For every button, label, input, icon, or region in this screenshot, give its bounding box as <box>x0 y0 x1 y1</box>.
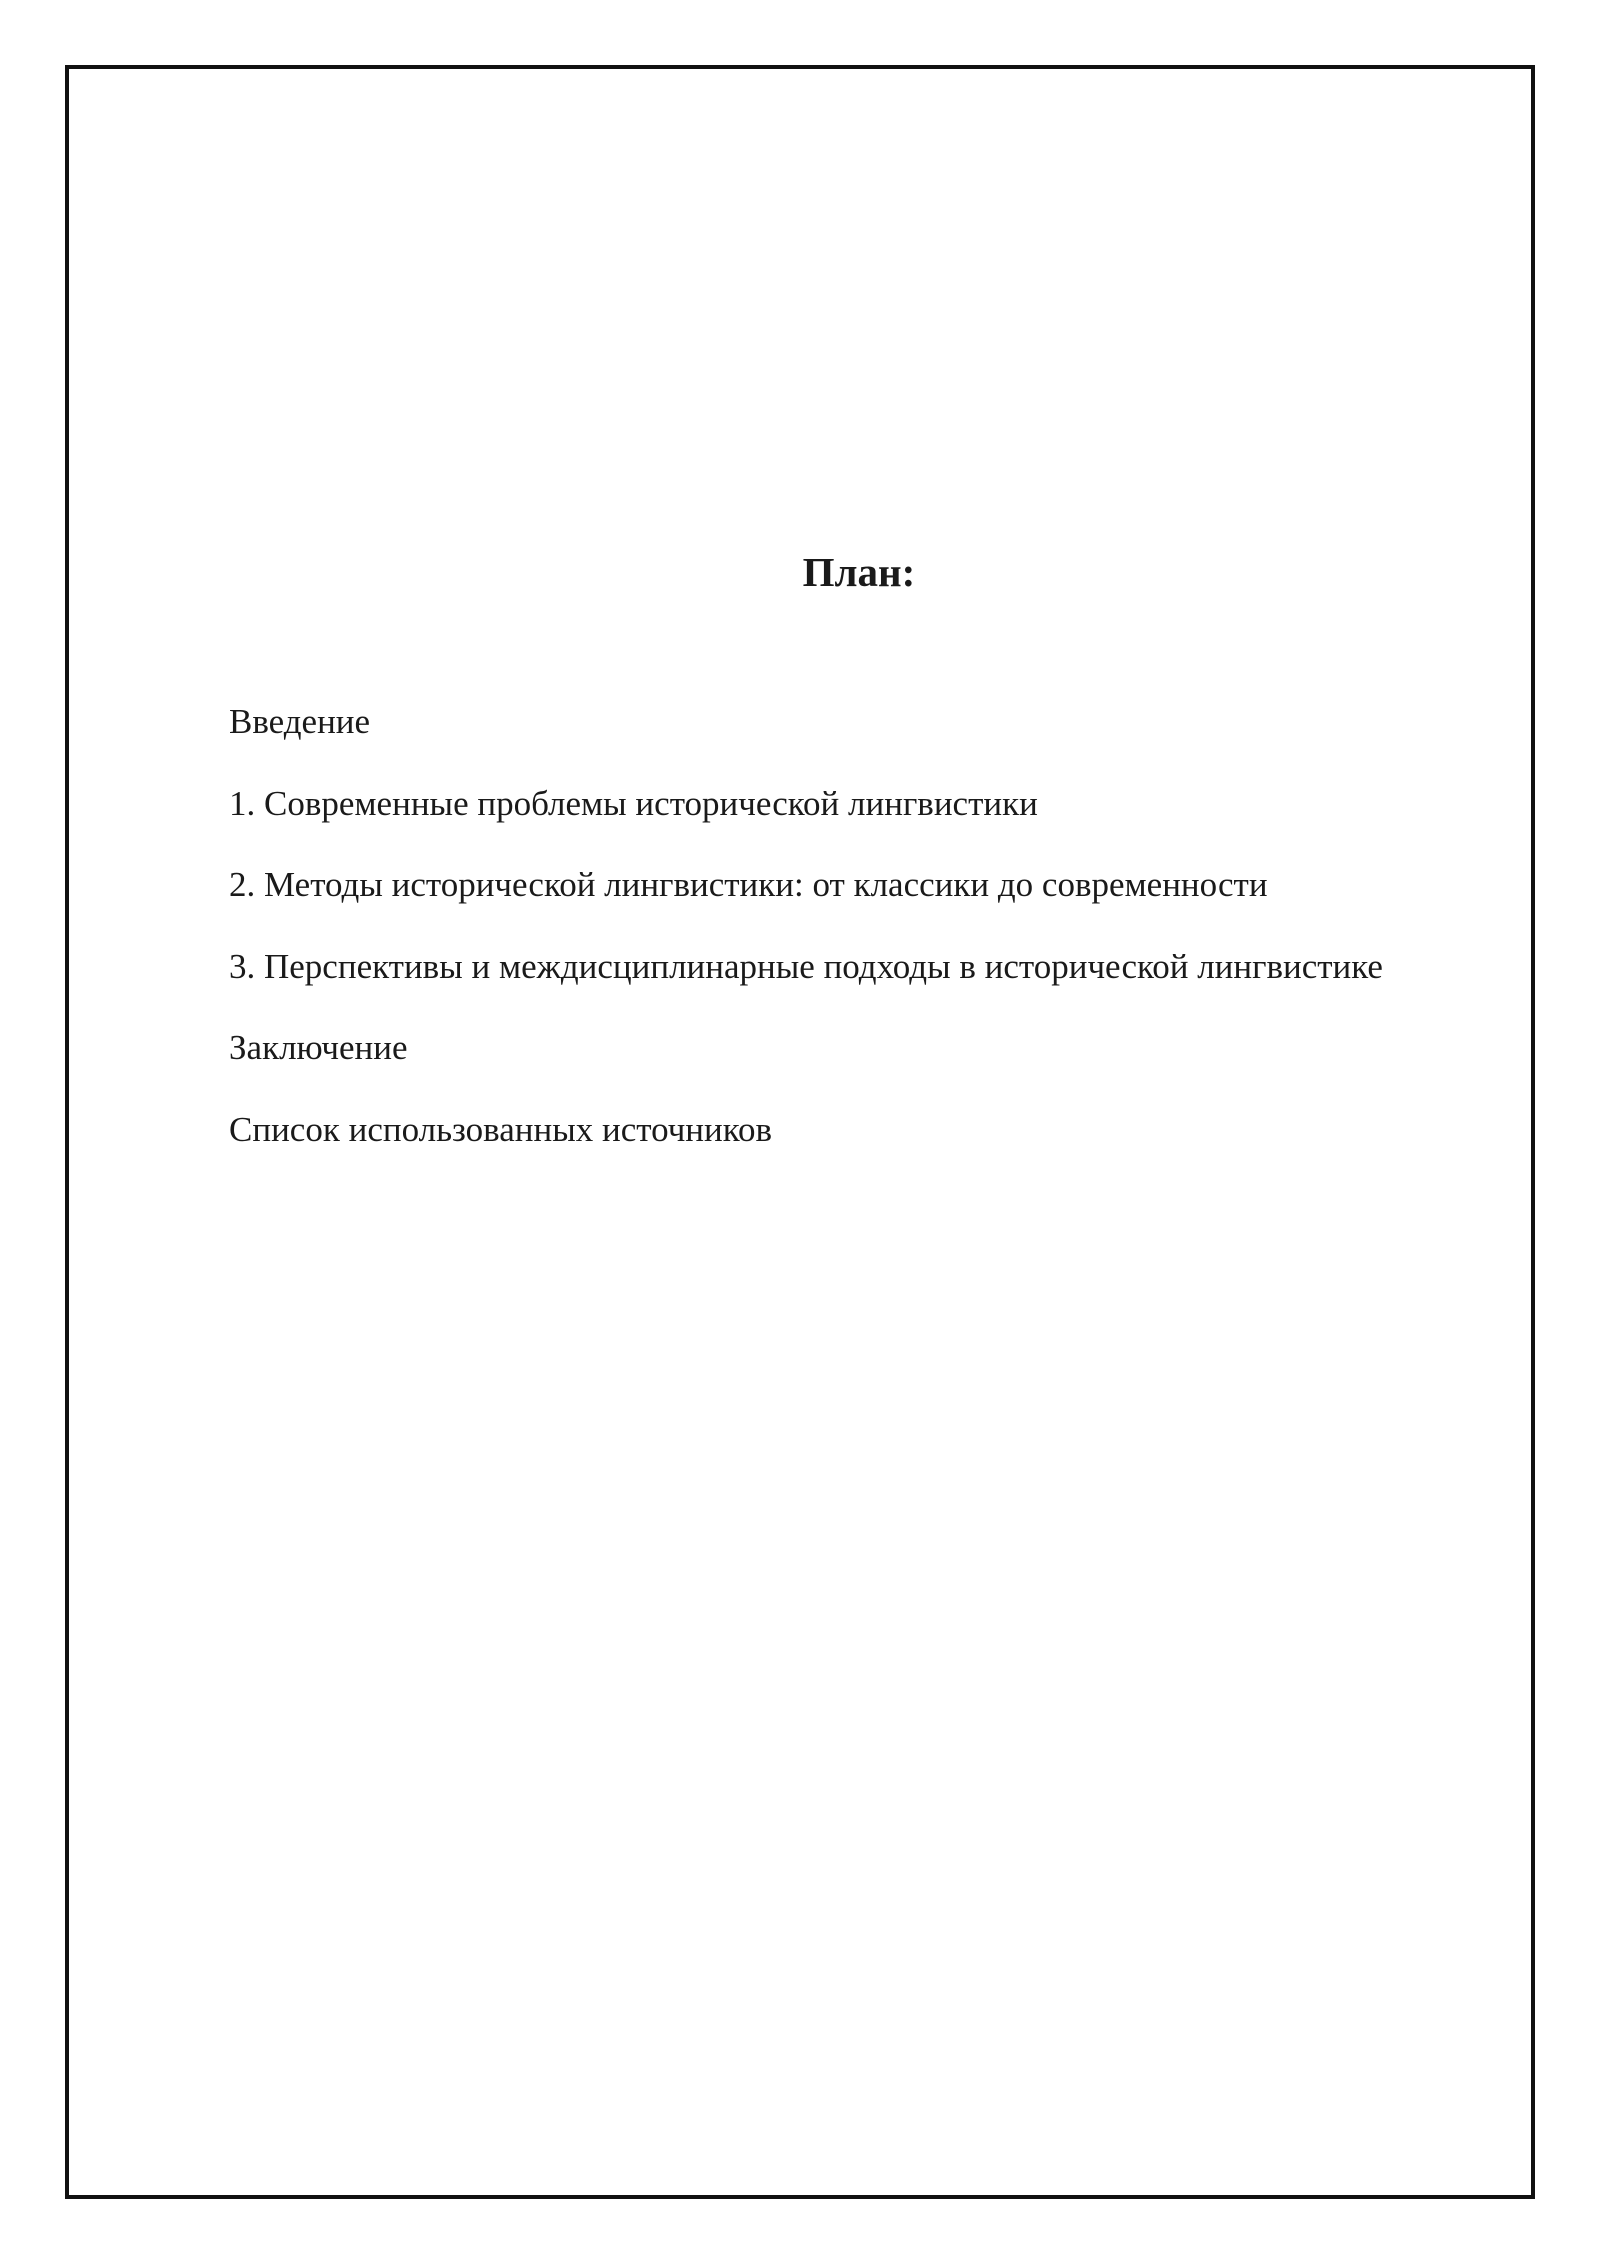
toc-item-chapter-1: 1. Современные проблемы исторической лингвистики <box>229 783 1038 823</box>
page-title: План: <box>802 549 916 595</box>
toc-item-conclusion: Заключение <box>229 1028 408 1067</box>
table-of-contents <box>229 700 1383 1189</box>
toc-item-chapter-2: 2. Методы исторической лингвистики: от классики до современности <box>229 865 1268 904</box>
toc-item-introduction: Введение <box>229 702 371 741</box>
toc-item-chapter-3: 3. Перспективы и междисциплинарные подходы в исторической лингвистике <box>229 946 1383 986</box>
toc-item-references: Список использованных источников <box>229 1109 773 1149</box>
